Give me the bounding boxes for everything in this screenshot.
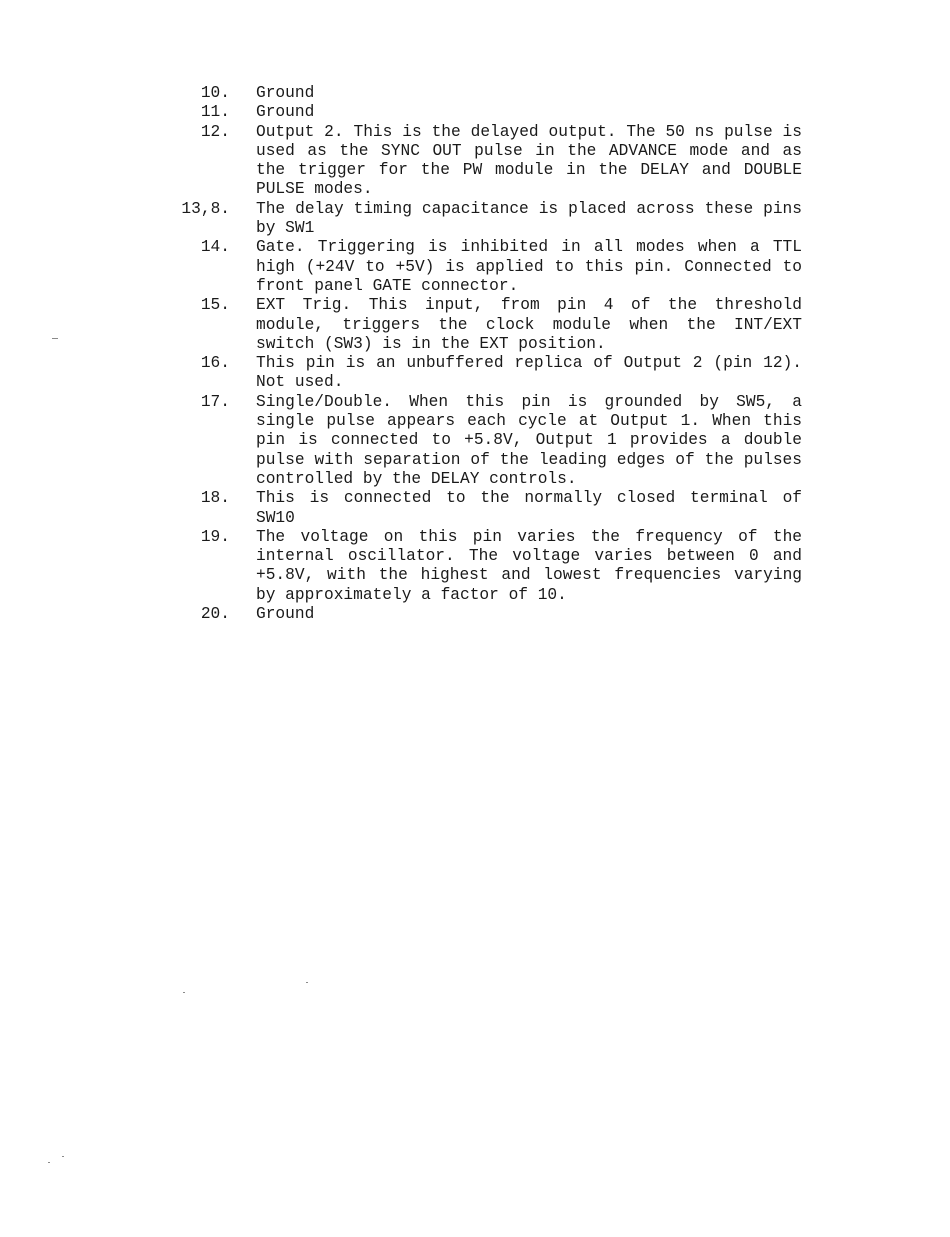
- list-item: [168, 84, 818, 103]
- pin-description: Ground: [256, 605, 315, 624]
- pin-number: 20.: [200, 605, 230, 624]
- pin-description: The delay timing capacitance is placed across these pins by SW1: [256, 199, 802, 238]
- pin-number: 12.: [200, 122, 230, 141]
- scan-speck: [306, 982, 308, 983]
- list-item: [168, 393, 818, 489]
- list-item: [168, 489, 818, 528]
- pin-description-list: [168, 84, 818, 624]
- list-item: [168, 528, 818, 605]
- pin-number: 19.: [200, 527, 230, 546]
- pin-description: Ground: [256, 103, 315, 122]
- pin-number: 16.: [200, 354, 230, 373]
- list-item: [168, 123, 818, 200]
- pin-description: This is connected to the normally closed terminal of SW10: [256, 489, 802, 527]
- scan-speck: [183, 992, 185, 993]
- scan-speck: [48, 1162, 50, 1163]
- pin-number: 17.: [200, 392, 230, 411]
- pin-description: EXT Trig. This input, from pin 4 of the threshold module, triggers the clock module when the INT/EXT switch (SW3) is in the EXT position.: [256, 296, 802, 353]
- pin-number: 10.: [200, 84, 230, 102]
- pin-description: Gate. Triggering is inhibited in all modes when a TTL high (+24V to +5V) is applied to this pin. Connected to front panel GATE connector.: [256, 238, 802, 295]
- list-item: [168, 238, 818, 296]
- pin-description: Output 2. This is the delayed output. The 50 ns pulse is used as the SYNC OUT pulse in the ADVANCE mode and as the trigger for the PW module in the DELAY and DOUBLE PULSE modes.: [256, 122, 802, 199]
- list-item: [168, 200, 818, 239]
- pin-number: 18.: [200, 489, 230, 508]
- pin-description: Single/Double. When this pin is grounded by SW5, a single pulse appears each cycle at Output 1. When this pin is connected to +5.8V, Output 1 provides a double pulse with separation of the leading edges of the pulses controlled by the DELAY controls.: [256, 392, 802, 488]
- pin-description: Ground: [256, 84, 315, 102]
- scan-speck: [52, 338, 58, 339]
- list-item: [168, 354, 818, 393]
- list-item: [168, 103, 818, 122]
- list-item: [168, 296, 818, 354]
- pin-description: The voltage on this pin varies the frequency of the internal oscillator. The voltage varies between 0 and +5.8V, with the highest and lowest frequencies varying by approximately a factor of 10.: [256, 527, 802, 604]
- pin-number: 11.: [200, 103, 230, 122]
- list-item: [168, 605, 818, 624]
- pin-number: 15.: [200, 296, 230, 315]
- pin-number: 13,8.: [181, 199, 230, 218]
- pin-description: This pin is an unbuffered replica of Output 2 (pin 12). Not used.: [256, 354, 802, 392]
- scan-speck: [62, 1156, 64, 1157]
- pin-number: 14.: [200, 238, 230, 257]
